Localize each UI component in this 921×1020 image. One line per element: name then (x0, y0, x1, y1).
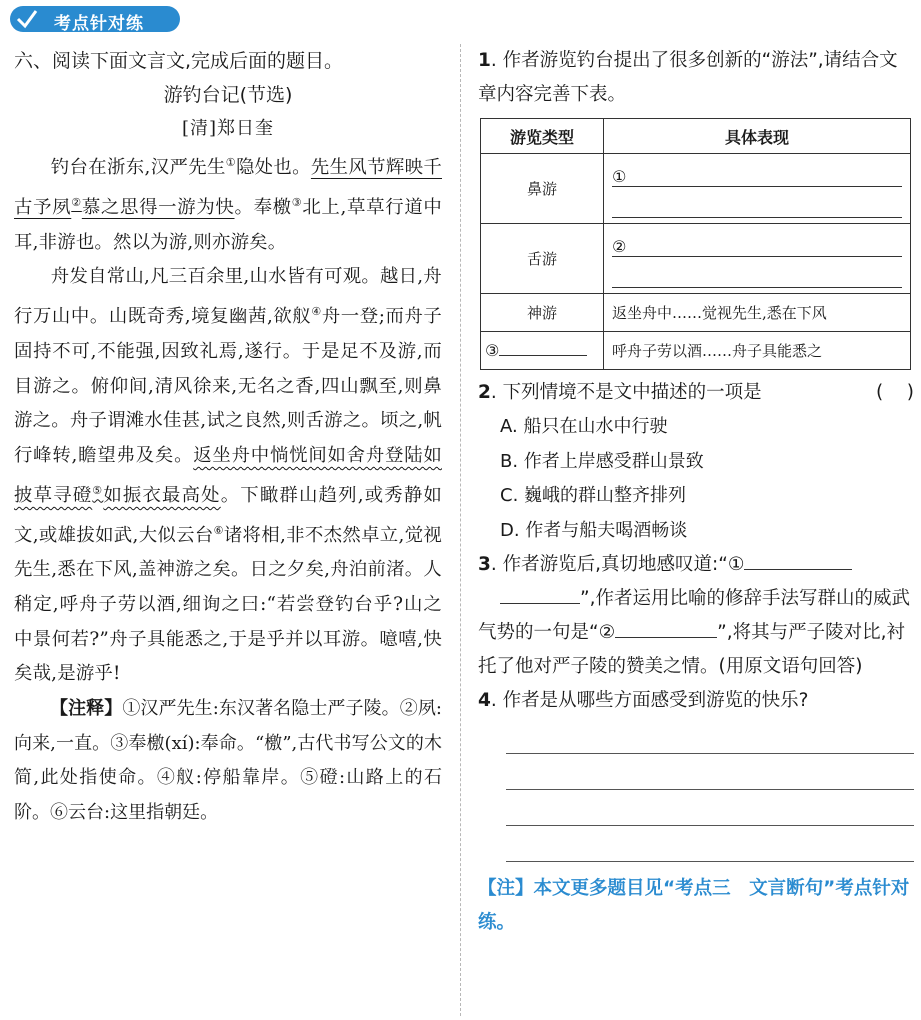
answer-line (506, 754, 914, 790)
answer-cell-1[interactable] (604, 154, 911, 224)
table-row (481, 332, 911, 370)
answer-paren[interactable]: ( ) (876, 382, 914, 403)
passage-text-run: ① (225, 156, 236, 169)
answer-area[interactable] (478, 718, 914, 862)
row-detail: 返坐舟中……觉视先生,悉在下风 (604, 294, 911, 332)
questions-column (478, 44, 914, 940)
check-mark-icon (16, 9, 38, 29)
annotation-label: 【注释】 (50, 698, 123, 720)
table-row (481, 154, 911, 224)
table-row (481, 224, 911, 294)
reading-passage (14, 44, 442, 830)
row-type: 舌游 (481, 224, 604, 294)
column-divider (460, 44, 461, 1016)
answer-cell-3[interactable] (481, 332, 604, 370)
question-4-number: 4 (478, 690, 491, 711)
annotations (14, 692, 442, 830)
blank-marker: ① (612, 166, 627, 186)
header-detail: 具体表现 (604, 119, 911, 154)
passage-text-run: ② (71, 195, 82, 209)
question-3-part-a: . 作者游览后,真切地感叹道:“① (490, 554, 745, 575)
option-a: A. 船只在山水中行驶 (500, 416, 668, 437)
passage-text-run: 隐处也。 (235, 157, 311, 179)
question-1-number: 1 (478, 50, 491, 71)
answer-line (506, 790, 914, 826)
passage-paragraph-1 (14, 146, 442, 260)
section-banner (10, 6, 180, 32)
passage-paragraph-2 (14, 260, 442, 692)
option-d: D. 作者与船夫喝酒畅谈 (500, 519, 688, 541)
passage-author: [清]郑日奎 (181, 118, 275, 139)
question-4-text: . 作者是从哪些方面感受到游览的快乐? (490, 690, 809, 711)
banner-title: 考点针对练 (54, 14, 144, 34)
question-2-text: . 下列情境不是文中描述的一项是 (490, 382, 762, 403)
passage-text-run: 舟一登;而舟子固持不可,不能强,因致礼焉,遂行。于是足不及游,而目游之。俯仰间,清风徐来,无名之香,四山飘至,则鼻游之。舟子谓滩水佳甚,试之良然,则舌游之。顷之,帆行峰转,瞻望弗及矣。 (14, 306, 443, 466)
question-4 (478, 684, 914, 718)
answer-line (506, 718, 914, 754)
passage-text-run: 返坐舟中惝恍间如舍舟登陆如披草寻磴 (14, 445, 442, 506)
passage-text-run: 钓台在浙东,汉严先生 (50, 157, 226, 179)
question-1-text: . 作者游览钓台提出了很多创新的“游法”,请结合文章内容完善下表。 (478, 50, 898, 105)
passage-text-run: 。下瞰群山趋列,或秀静如文,或雄拔如武,大似云台 (14, 484, 443, 546)
table-header-row (481, 119, 911, 154)
row-type: 神游 (481, 294, 604, 332)
passage-text-run: 舟发自常山,凡三百余里,山水皆有可观。越日,舟行万山中。山既奇秀,境复幽茜,欲舣 (14, 266, 442, 328)
passage-text-run: 如振衣最高处 (103, 484, 221, 506)
passage-text-run: ④ (311, 305, 322, 319)
answer-cell-2[interactable] (604, 224, 911, 294)
passage-text-run: ⑥ (213, 523, 224, 537)
blank-line[interactable] (500, 603, 580, 604)
passage-text-run: ⑤ (92, 483, 104, 497)
passage-text-run: 。奉檄 (234, 196, 292, 218)
footnote: 【注】本文更多题目见“考点三 文言断句”考点针对练。 (478, 878, 910, 933)
question-1 (478, 44, 914, 112)
row-type: 鼻游 (481, 154, 604, 224)
question-3-part-c: ”,将其与严子陵对比,衬托了他对严子陵的赞美之情。(用原文语句回答) (478, 622, 906, 677)
blank-marker: ② (612, 236, 627, 256)
tour-type-table (480, 118, 911, 370)
question-3-number: 3 (478, 554, 491, 575)
question-2-number: 2 (478, 382, 491, 403)
option-c: C. 巍峨的群山整齐排列 (500, 485, 687, 506)
passage-text-run: 北上,草草行道中耳,非游也。然以为游,则亦游矣。 (14, 196, 442, 253)
passage-text-run: 先生风节辉映千古予夙 (14, 157, 442, 218)
section-heading: 六、阅读下面文言文,完成后面的题目。 (14, 50, 344, 72)
table-row (481, 294, 911, 332)
passage-text-run: 诸将相,非不杰然卓立,觉视先生,悉在下风,盖神游之矣。日之夕矣,舟泊前渚。人稍定,呼舟子劳以酒,细询之曰:“若尝登钓台乎?山之中景何若?”舟子具能悉之,于是乎并以耳游。噫嘻,快矣哉,是游乎! (14, 524, 443, 685)
passage-text-run: ③ (291, 195, 303, 209)
question-3-part-b: ”,作者运用比喻的修辞手法写群山的威武气势的一句是“② (478, 588, 910, 643)
annotation-text: ①汉严先生:东汉著名隐士严子陵。②夙:向来,一直。③奉檄(xí):奉命。“檄”,古代书写公文的木简,此处指使命。④舣:停船靠岸。⑤磴:山路上的石阶。⑥云台:这里指朝廷。 (14, 698, 442, 823)
answer-line (506, 826, 914, 862)
blank-line[interactable] (615, 637, 717, 638)
blank-marker: ③ (485, 341, 500, 360)
question-3 (478, 548, 914, 684)
option-b: B. 作者上岸感受群山景致 (500, 450, 704, 472)
row-detail: 呼舟子劳以酒……舟子具能悉之 (604, 332, 911, 370)
blank-line[interactable] (744, 569, 852, 570)
question-2 (478, 376, 914, 410)
header-type: 游览类型 (481, 119, 604, 154)
passage-text-run: 慕之思得一游为快 (81, 196, 235, 218)
passage-title: 游钓台记(节选) (163, 84, 293, 106)
